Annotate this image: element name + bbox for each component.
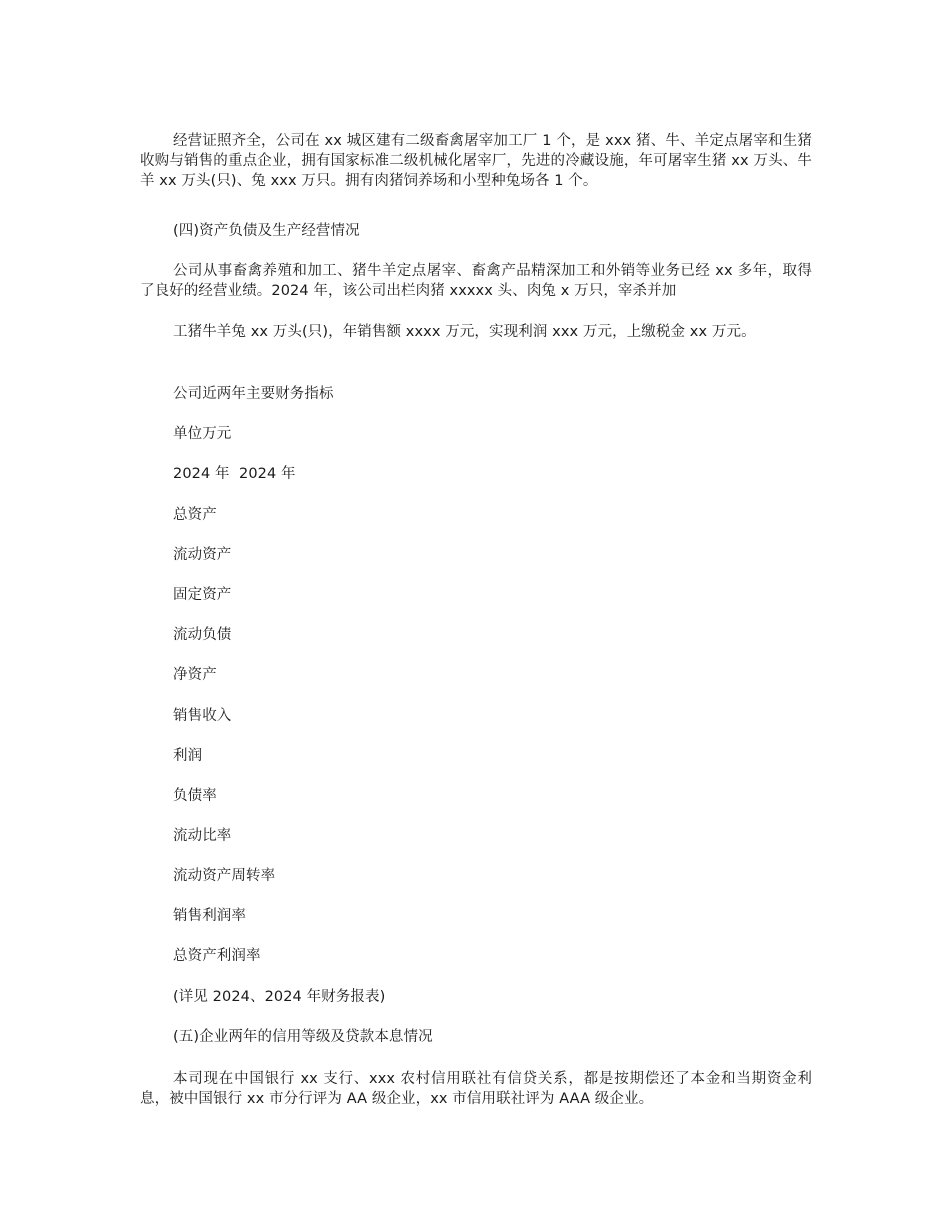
section-4-heading: (四)资产负债及生产经营情况 [173,223,360,239]
financial-item: 净资产 [173,667,217,683]
financial-item: 销售利润率 [173,908,246,924]
section-5-heading: (五)企业两年的信用等级及贷款本息情况 [173,1029,433,1045]
financial-year-header: 2024 年 2024 年 [173,466,296,482]
financial-item: 负债率 [173,788,217,804]
section-4-paragraph-1: 公司从事畜禽养殖和加工、猪牛羊定点屠宰、畜禽产品精深加工和外销等业务已经 xx 多年，取得了良好的经营业绩。2024 年，该公司出栏肉猪 xxxxx 头、肉兔 x 万只，宰杀并加 [140,263,812,299]
financial-item: 总资产 [173,507,217,523]
financial-item: 销售收入 [173,708,232,724]
financial-item: 固定资产 [173,587,232,603]
financial-item: 总资产利润率 [173,948,261,964]
financial-item: 利润 [173,748,203,764]
financial-item: 流动资产周转率 [173,868,276,884]
financial-table-title: 公司近两年主要财务指标 [173,386,334,402]
section-5-paragraph: 本司现在中国银行 xx 支行、xxx 农村信用联社有信贷关系，都是按期偿还了本金和当期资金利息，被中国银行 xx 市分行评为 AA 级企业，xx 市信用联社评为 AAA 级企业。 [140,1071,812,1107]
financial-item: 流动负债 [173,627,232,643]
financial-item: 流动资产 [173,547,232,563]
intro-paragraph: 经营证照齐全，公司在 xx 城区建有二级畜禽屠宰加工厂 1 个，是 xxx 猪、牛、羊定点屠宰和生猪收购与销售的重点企业，拥有国家标准二级机械化屠宰厂，先进的冷藏设施，年可屠宰生猪 xx 万头、牛羊 xx 万头(只)、兔 xxx 万只。拥有肉猪饲养场和小型种兔场各 1 个。 [140,133,812,189]
financial-item: 流动比率 [173,828,232,844]
financial-unit-label: 单位万元 [173,426,232,442]
financial-report-note: (详见 2024、2024 年财务报表) [173,989,386,1005]
section-4-paragraph-2: 工猪牛羊兔 xx 万头(只)，年销售额 xxxx 万元，实现利润 xxx 万元，上缴税金 xx 万元。 [173,324,756,340]
